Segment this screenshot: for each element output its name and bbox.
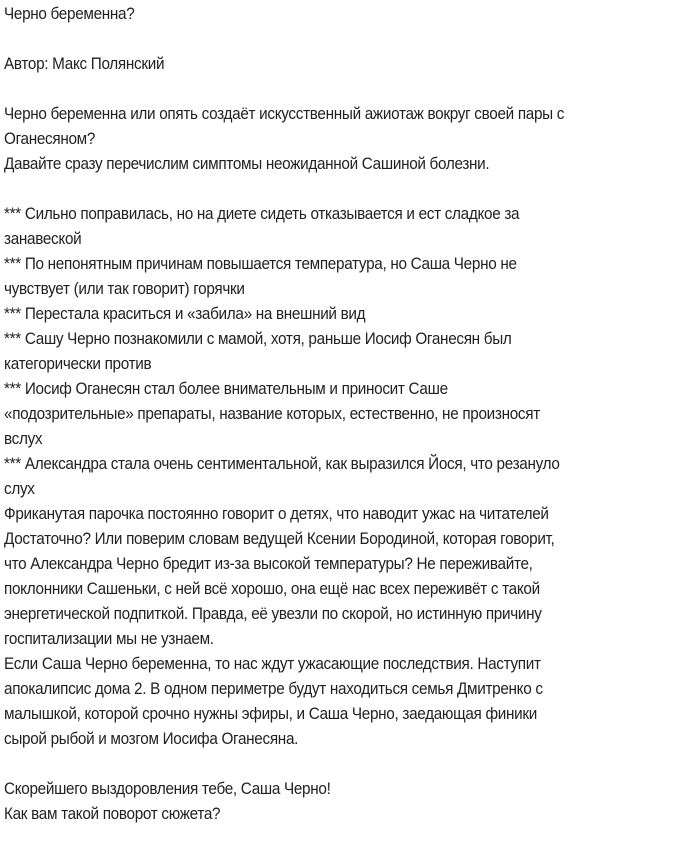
spacer xyxy=(4,26,699,51)
body-line: Давайте сразу перечислим симптомы неожиданной Сашиной болезни. xyxy=(4,154,490,173)
body-line: Фриканутая парочка постоянно говорит о детях, что наводит ужас на читателей xyxy=(4,504,549,523)
symptom-line: *** По непонятным причинам повышается температура, но Саша Черно не xyxy=(4,254,517,273)
body-line xyxy=(4,751,630,776)
body-line: Черно беременна или опять создаёт искусственный ажиотаж вокруг своей пары с xyxy=(4,104,565,123)
body-line: госпитализации мы не узнаем. xyxy=(4,629,214,648)
body-line: поклонники Сашеньки, с ней всё хорошо, она ещё нас всех переживёт с такой xyxy=(4,579,540,598)
symptom-line: *** Сильно поправилась, но на диете сидеть отказывается и ест сладкое за xyxy=(4,204,520,223)
body-line: сырой рыбой и мозгом Иосифа Оганесяна. xyxy=(4,729,299,748)
closing-question: Как вам такой поворот сюжета? xyxy=(4,804,221,823)
body-line: Оганесяном? xyxy=(4,129,96,148)
body-line: Достаточно? Или поверим словам ведущей Ксении Бородиной, которая говорит, xyxy=(4,529,555,548)
article-title: Черно беременна? xyxy=(4,4,135,23)
body-line xyxy=(4,176,630,201)
symptom-line: *** Перестала краситься и «забила» на внешний вид xyxy=(4,304,366,323)
body-line: что Александра Черно бредит из-за высокой температуры? Не переживайте, xyxy=(4,554,533,573)
symptom-line: «подозрительные» препараты, название которых, естественно, не произносят xyxy=(4,404,540,423)
symptom-line: чувствует (или так говорит) горячки xyxy=(4,279,245,298)
body-line: Если Саша Черно беременна, то нас ждут ужасающие последствия. Наступит xyxy=(4,654,541,673)
symptom-line: слух xyxy=(4,479,35,498)
article-author: Автор: Макс Полянский xyxy=(4,54,165,73)
symptom-line: *** Александра стала очень сентиментальной, как выразился Йося, что резануло xyxy=(4,454,560,473)
spacer xyxy=(4,76,699,101)
symptom-line: *** Сашу Черно познакомили с мамой, хотя, раньше Иосиф Оганесян был xyxy=(4,329,512,348)
symptom-line: занавеской xyxy=(4,229,82,248)
symptom-line: *** Иосиф Оганесян стал более внимательным и приносит Саше xyxy=(4,379,448,398)
body-line: апокалипсис дома 2. В одном периметре будут находиться семья Дмитренко с xyxy=(4,679,543,698)
symptom-line: категорически против xyxy=(4,354,152,373)
body-line: малышкой, которой срочно нужны эфиры, и Саша Черно, заедающая финики xyxy=(4,704,537,723)
symptom-line: вслух xyxy=(4,429,43,448)
closing-line: Скорейшего выздоровления тебе, Саша Черно! xyxy=(4,779,331,798)
body-line: энергетической подпиткой. Правда, её увезли по скорой, но истинную причину xyxy=(4,604,542,623)
